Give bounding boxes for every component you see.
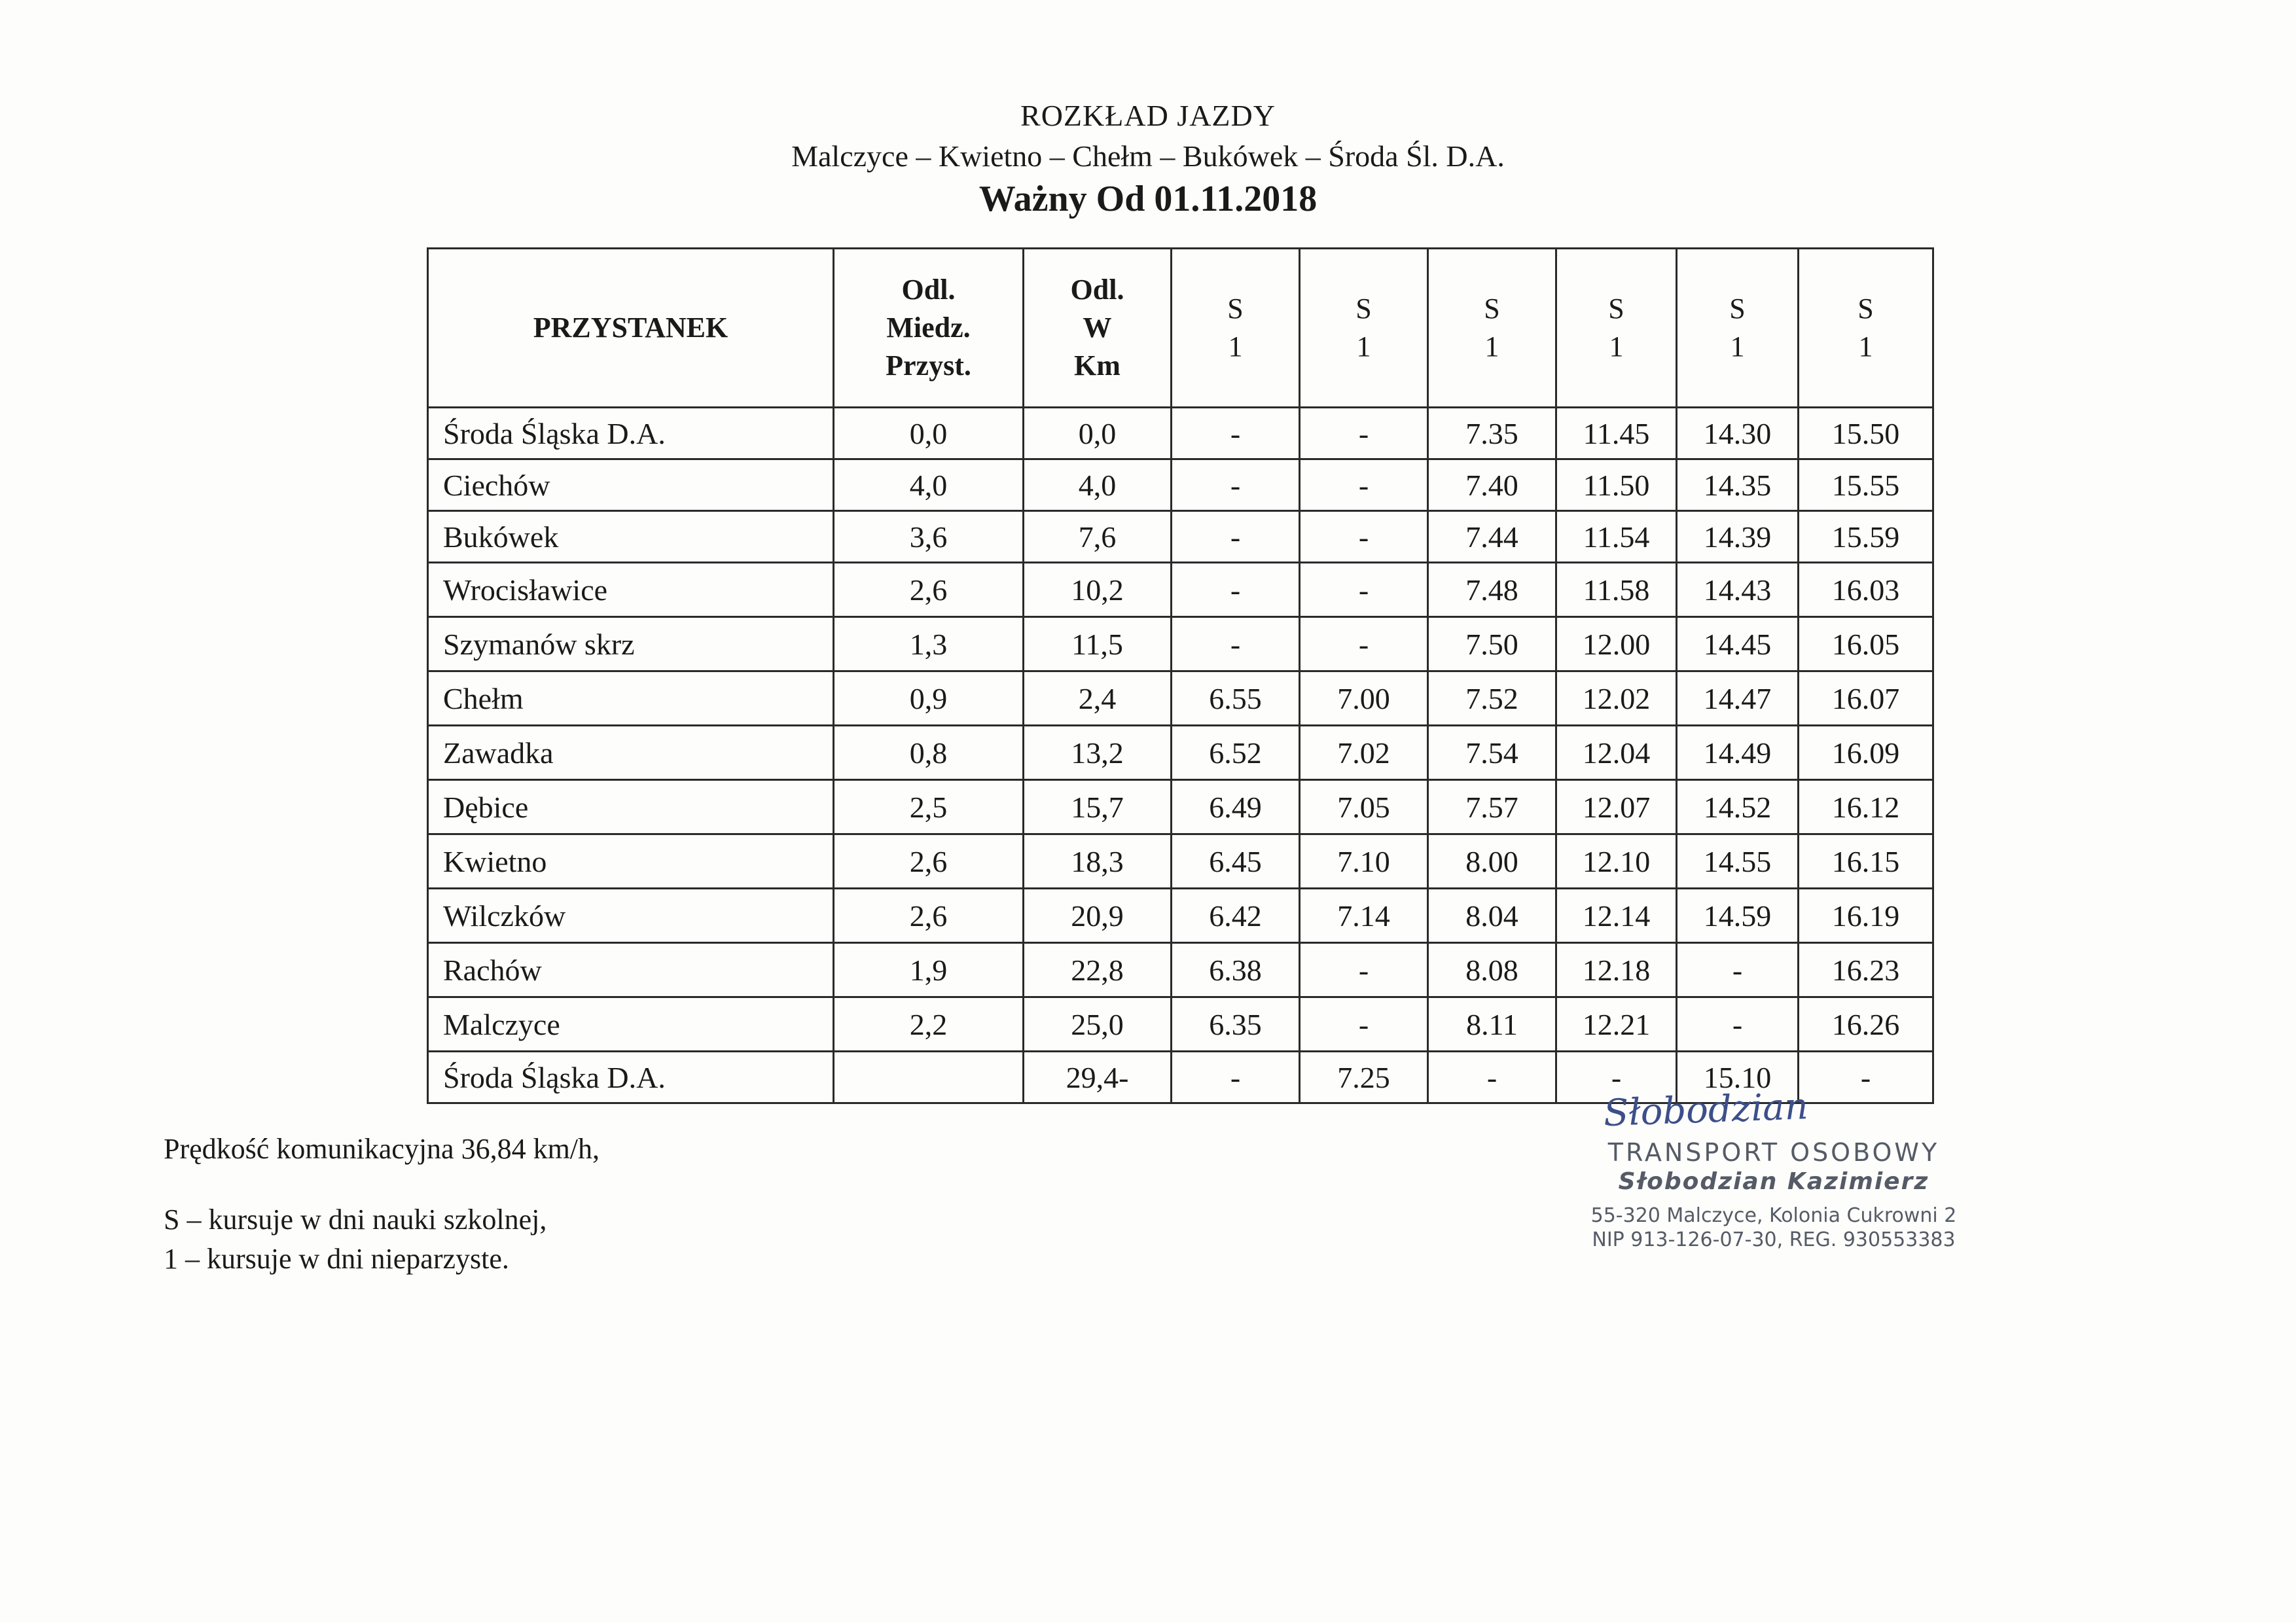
distance-km: 7,6 xyxy=(1024,511,1172,563)
distance-between: 4,0 xyxy=(834,459,1024,511)
departure-time: 14.49 xyxy=(1677,726,1799,780)
departure-time: 11.50 xyxy=(1556,459,1677,511)
stop-name: Rachów xyxy=(428,943,834,997)
departure-time: 6.49 xyxy=(1172,780,1300,834)
table-row xyxy=(428,459,1933,511)
departure-time: 8.11 xyxy=(1428,997,1556,1052)
departure-time: 11.58 xyxy=(1556,563,1677,617)
timetable xyxy=(427,247,1934,1104)
departure-time: - xyxy=(1172,511,1300,563)
stop-name: Wrocisławice xyxy=(428,563,834,617)
distance-km: 4,0 xyxy=(1024,459,1172,511)
departure-time: 15.59 xyxy=(1799,511,1933,563)
departure-time: 16.09 xyxy=(1799,726,1933,780)
departure-time: 7.10 xyxy=(1300,834,1428,889)
departure-time: 14.30 xyxy=(1677,408,1799,459)
departure-time: 14.35 xyxy=(1677,459,1799,511)
stop-name: Środa Śląska D.A. xyxy=(428,1052,834,1103)
stop-name: Malczyce xyxy=(428,997,834,1052)
departure-time: 16.15 xyxy=(1799,834,1933,889)
departure-time: 11.45 xyxy=(1556,408,1677,459)
departure-time: - xyxy=(1300,511,1428,563)
distance-between: 1,9 xyxy=(834,943,1024,997)
departure-time: 7.25 xyxy=(1300,1052,1428,1103)
distance-between: 2,6 xyxy=(834,889,1024,943)
stop-name: Kwietno xyxy=(428,834,834,889)
departure-time: 12.04 xyxy=(1556,726,1677,780)
stop-name: Szymanów skrz xyxy=(428,617,834,671)
departure-time: - xyxy=(1300,943,1428,997)
departure-time: 7.35 xyxy=(1428,408,1556,459)
distance-between: 0,9 xyxy=(834,671,1024,726)
departure-time: 7.44 xyxy=(1428,511,1556,563)
distance-between xyxy=(834,1052,1024,1103)
departure-time: - xyxy=(1172,563,1300,617)
distance-km: 2,4 xyxy=(1024,671,1172,726)
distance-km: 0,0 xyxy=(1024,408,1172,459)
distance-between: 3,6 xyxy=(834,511,1024,563)
timetable-body xyxy=(428,408,1933,1103)
stop-name: Chełm xyxy=(428,671,834,726)
departure-time: 14.59 xyxy=(1677,889,1799,943)
departure-time: - xyxy=(1677,997,1799,1052)
header-service: S 1 xyxy=(1556,249,1677,408)
table-row xyxy=(428,563,1933,617)
table-row xyxy=(428,943,1933,997)
stop-name: Środa Śląska D.A. xyxy=(428,408,834,459)
distance-km: 20,9 xyxy=(1024,889,1172,943)
legend-1: 1 – kursuje w dni nieparzyste. xyxy=(164,1243,509,1275)
table-row xyxy=(428,671,1933,726)
departure-time: 15.50 xyxy=(1799,408,1933,459)
header-stop: PRZYSTANEK xyxy=(428,249,834,408)
departure-time: - xyxy=(1300,408,1428,459)
stop-name: Dębice xyxy=(428,780,834,834)
departure-time: 14.47 xyxy=(1677,671,1799,726)
stop-name: Zawadka xyxy=(428,726,834,780)
timetable-header-row xyxy=(428,249,1933,408)
departure-time: 12.02 xyxy=(1556,671,1677,726)
departure-time: 7.54 xyxy=(1428,726,1556,780)
departure-time: 12.10 xyxy=(1556,834,1677,889)
departure-time: 6.38 xyxy=(1172,943,1300,997)
departure-time: 7.02 xyxy=(1300,726,1428,780)
distance-between: 0,0 xyxy=(834,408,1024,459)
header-distance-km: Odl. W Km xyxy=(1024,249,1172,408)
departure-time: - xyxy=(1799,1052,1933,1103)
departure-time: 12.07 xyxy=(1556,780,1677,834)
departure-time: 7.48 xyxy=(1428,563,1556,617)
departure-time: 16.12 xyxy=(1799,780,1933,834)
table-row xyxy=(428,408,1933,459)
departure-time: 16.05 xyxy=(1799,617,1933,671)
distance-km: 22,8 xyxy=(1024,943,1172,997)
departure-time: - xyxy=(1172,1052,1300,1103)
departure-time: 6.45 xyxy=(1172,834,1300,889)
departure-time: 15.55 xyxy=(1799,459,1933,511)
departure-time: 12.14 xyxy=(1556,889,1677,943)
departure-time: 6.42 xyxy=(1172,889,1300,943)
departure-time: 14.52 xyxy=(1677,780,1799,834)
distance-between: 2,2 xyxy=(834,997,1024,1052)
document-title: ROZKŁAD JAZDY xyxy=(1020,99,1276,132)
departure-time: 12.18 xyxy=(1556,943,1677,997)
departure-time: - xyxy=(1172,408,1300,459)
legend-s: S – kursuje w dni nauki szkolnej, xyxy=(164,1204,547,1236)
header-service: S 1 xyxy=(1799,249,1933,408)
stamp-owner: Słobodzian Kazimierz xyxy=(1618,1168,1929,1195)
stop-name: Bukówek xyxy=(428,511,834,563)
table-row xyxy=(428,834,1933,889)
header-service: S 1 xyxy=(1677,249,1799,408)
departure-time: - xyxy=(1172,459,1300,511)
table-row xyxy=(428,511,1933,563)
header-service: S 1 xyxy=(1300,249,1428,408)
route-subtitle: Malczyce – Kwietno – Chełm – Bukówek – Środa Śl. D.A. xyxy=(791,139,1505,173)
departure-time: - xyxy=(1677,943,1799,997)
distance-km: 13,2 xyxy=(1024,726,1172,780)
table-row xyxy=(428,726,1933,780)
valid-from: Ważny Od 01.11.2018 xyxy=(978,179,1318,219)
departure-time: 8.00 xyxy=(1428,834,1556,889)
company-stamp xyxy=(1584,1086,1964,1251)
departure-time: 14.45 xyxy=(1677,617,1799,671)
departure-time: - xyxy=(1556,1052,1677,1103)
departure-time: - xyxy=(1300,997,1428,1052)
departure-time: - xyxy=(1300,563,1428,617)
departure-time: 7.57 xyxy=(1428,780,1556,834)
distance-km: 18,3 xyxy=(1024,834,1172,889)
departure-time: 12.21 xyxy=(1556,997,1677,1052)
departure-time: 8.04 xyxy=(1428,889,1556,943)
departure-time: - xyxy=(1172,617,1300,671)
departure-time: 7.52 xyxy=(1428,671,1556,726)
departure-time: 6.52 xyxy=(1172,726,1300,780)
distance-between: 2,6 xyxy=(834,563,1024,617)
stamp-nip: NIP 913-126-07-30, REG. 930553383 xyxy=(1592,1228,1956,1251)
signature: Słobodzian xyxy=(1603,1085,1809,1135)
departure-time: 7.00 xyxy=(1300,671,1428,726)
distance-between: 2,5 xyxy=(834,780,1024,834)
table-row xyxy=(428,889,1933,943)
departure-time: 14.39 xyxy=(1677,511,1799,563)
departure-time: 16.19 xyxy=(1799,889,1933,943)
departure-time: 11.54 xyxy=(1556,511,1677,563)
table-row xyxy=(428,780,1933,834)
distance-km: 29,4- xyxy=(1024,1052,1172,1103)
distance-km: 25,0 xyxy=(1024,997,1172,1052)
stop-name: Wilczków xyxy=(428,889,834,943)
departure-time: 16.26 xyxy=(1799,997,1933,1052)
departure-time: 8.08 xyxy=(1428,943,1556,997)
departure-time: - xyxy=(1300,617,1428,671)
departure-time: 15.10 xyxy=(1677,1052,1799,1103)
departure-time: 6.55 xyxy=(1172,671,1300,726)
departure-time: - xyxy=(1300,459,1428,511)
header-service: S 1 xyxy=(1428,249,1556,408)
stamp-address: 55-320 Malczyce, Kolonia Cukrowni 2 xyxy=(1590,1204,1957,1227)
departure-time: 16.03 xyxy=(1799,563,1933,617)
distance-between: 0,8 xyxy=(834,726,1024,780)
departure-time: 14.55 xyxy=(1677,834,1799,889)
departure-time: 7.40 xyxy=(1428,459,1556,511)
departure-time: 7.14 xyxy=(1300,889,1428,943)
distance-km: 15,7 xyxy=(1024,780,1172,834)
departure-time: 7.50 xyxy=(1428,617,1556,671)
departure-time: 12.00 xyxy=(1556,617,1677,671)
distance-between: 1,3 xyxy=(834,617,1024,671)
departure-time: 16.23 xyxy=(1799,943,1933,997)
departure-time: 14.43 xyxy=(1677,563,1799,617)
stop-name: Ciechów xyxy=(428,459,834,511)
departure-time: 6.35 xyxy=(1172,997,1300,1052)
stamp-company: TRANSPORT OSOBOWY xyxy=(1607,1138,1940,1167)
distance-km: 11,5 xyxy=(1024,617,1172,671)
header-service: S 1 xyxy=(1172,249,1300,408)
table-row xyxy=(428,997,1933,1052)
distance-between: 2,6 xyxy=(834,834,1024,889)
commercial-speed-note: Prędkość komunikacyjna 36,84 km/h, xyxy=(164,1133,600,1165)
departure-time: 7.05 xyxy=(1300,780,1428,834)
distance-km: 10,2 xyxy=(1024,563,1172,617)
departure-time: 16.07 xyxy=(1799,671,1933,726)
header-distance-between: Odl. Miedz. Przyst. xyxy=(834,249,1024,408)
departure-time: - xyxy=(1428,1052,1556,1103)
table-row xyxy=(428,617,1933,671)
